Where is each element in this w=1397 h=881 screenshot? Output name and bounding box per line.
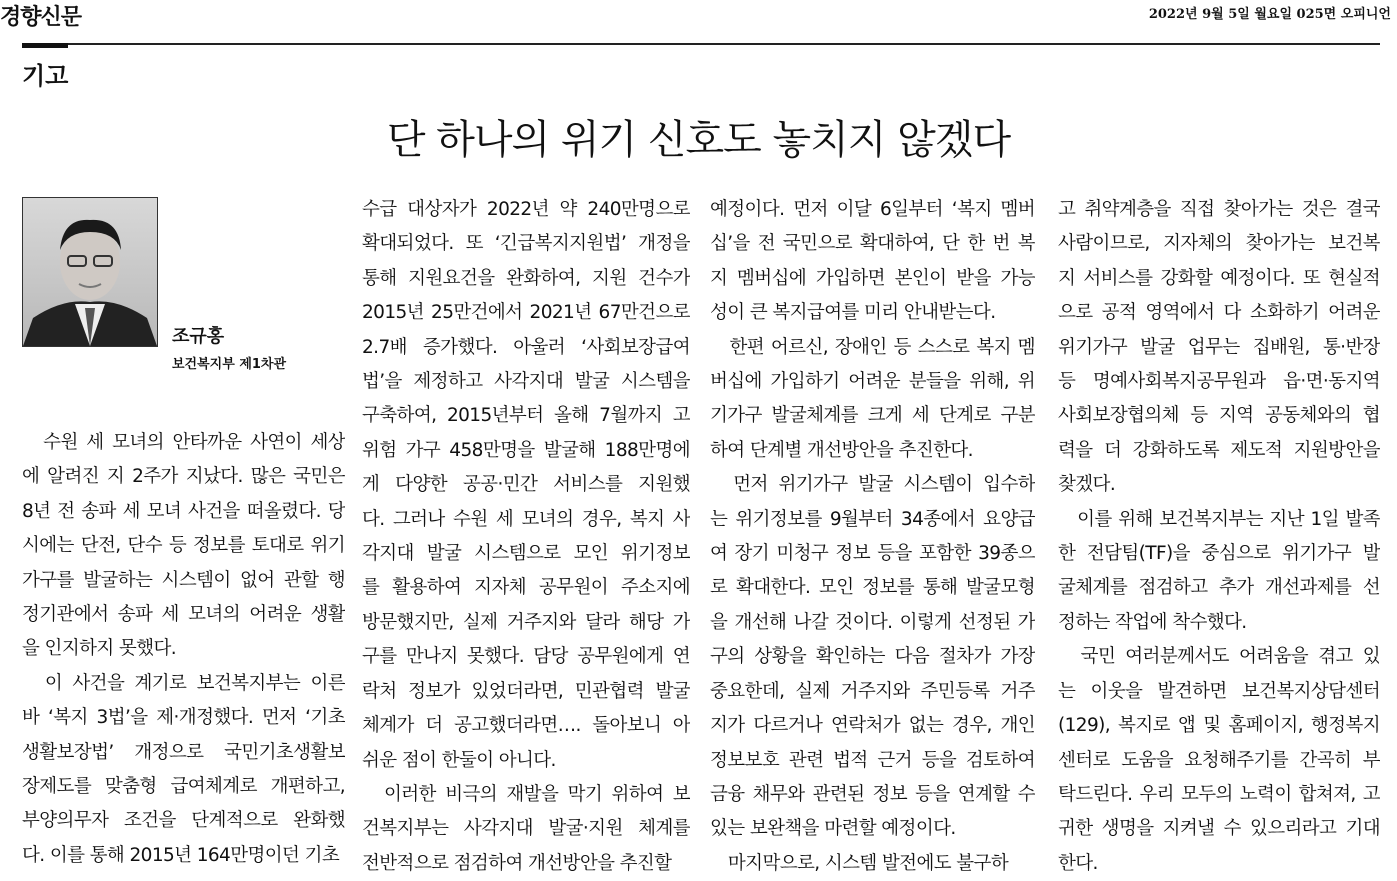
article-line: 통해 지원요건을 완화하여, 지원 건수가 [362, 267, 690, 289]
article-line: 시에는 단전, 단수 등 정보를 토대로 위기 [22, 535, 345, 557]
article-line: 체계가 더 공고했더라면…. 돌아보니 아 [362, 715, 690, 737]
article-line: 하여 단계별 개선방안을 추진한다. [710, 439, 973, 461]
article-line: 정기관에서 송파 세 모녀의 어려운 생활 [22, 604, 345, 626]
article-line: 굴체계를 점검하고 추가 개선과제를 선 [1058, 577, 1380, 599]
article-line: 는 위기정보를 9월부터 34종에서 요양급 [710, 508, 1035, 530]
article-line: 법’을 제정하고 사각지대 발굴 시스템을 [362, 371, 690, 393]
article-line: 수원 세 모녀의 안타까운 사연이 세상 [22, 432, 345, 453]
article-line: 장제도를 맞춤형 급여체계로 개편하고, [22, 776, 345, 798]
article-line: 버십에 가입하기 어려운 분들을 위해, 위 [710, 371, 1035, 393]
article-line: 금융 채무와 관련된 정보 등을 연계할 수 [710, 783, 1035, 805]
article-line: 로 확대한다. 모인 정보를 통해 발굴모형 [710, 577, 1035, 599]
article-line: 게 다양한 공공·민간 서비스를 지원했 [362, 474, 690, 496]
author-title: 보건복지부 제1차관 [172, 357, 287, 372]
article-column-1 [22, 426, 345, 873]
article-line: 8년 전 송파 세 모녀 사건을 떠올렸다. 당 [22, 500, 345, 522]
article-line: 기가구 발굴체계를 크게 세 단계로 구분 [710, 405, 1035, 427]
article-line: 바 ‘복지 3법’을 제·개정했다. 먼저 ‘기초 [22, 707, 345, 729]
article-line: 중요한데, 실제 거주지와 주민등록 거주 [710, 680, 1035, 702]
article-line: 정보보호 관련 법적 근거 등을 검토하여 [710, 749, 1035, 771]
article-line: 전반적으로 점검하여 개선방안을 추진할 [362, 852, 672, 874]
article-line: 지 멤버십에 가입하면 본인이 받을 가능 [710, 267, 1035, 289]
article-line: 는 이웃을 발견하면 보건복지상담센터 [1058, 680, 1380, 702]
article-line: 생활보장법’ 개정으로 국민기초생활보 [22, 741, 345, 763]
article-line: 한편 어르신, 장애인 등 스스로 복지 멤 [710, 336, 1035, 358]
section-rule-marker [22, 43, 68, 48]
article-line: 사람이므로, 지자체의 찾아가는 보건복 [1058, 233, 1380, 255]
article-line: 위기가구 발굴 업무는 집배원, 통·반장 [1058, 336, 1380, 358]
article-line: 를 활용하여 지자체 공무원이 주소지에 [362, 577, 690, 599]
article-line: 지가 다르거나 연락처가 없는 경우, 개인 [710, 715, 1035, 737]
article-line: 이를 위해 보건복지부는 지난 1일 발족 [1058, 508, 1380, 530]
article-line: 이러한 비극의 재발을 막기 위하여 보 [362, 783, 690, 805]
article-line: 센터로 도움을 요청해주기를 간곡히 부 [1058, 749, 1380, 771]
article-line: 탁드린다. 우리 모두의 노력이 합쳐져, 고 [1058, 783, 1380, 805]
article-line: 성이 큰 복지급여를 미리 안내받는다. [710, 302, 996, 324]
author-name: 조규홍 [172, 326, 225, 347]
article-line: 예정이다. 먼저 이달 6일부터 ‘복지 멤버 [710, 199, 1035, 220]
article-column-4 [1058, 193, 1380, 881]
article-line: 으로 공적 영역에서 다 소화하기 어려운 [1058, 302, 1380, 324]
article-line: 한 전담팀(TF)을 중심으로 위기가구 발 [1058, 543, 1380, 565]
author-photo [22, 197, 158, 347]
article-line: 있는 보완책을 마련할 예정이다. [710, 818, 956, 840]
article-line: 방문했지만, 실제 거주지와 달라 해당 가 [362, 611, 690, 633]
article-line: 을 인지하지 못했다. [22, 638, 177, 660]
article-line: 국민 여러분께서도 어려움을 겪고 있 [1058, 646, 1380, 668]
article-line: 락처 정보가 있었더라면, 민관협력 발굴 [362, 680, 690, 702]
article-line: 찾겠다. [1058, 474, 1116, 496]
article-line: (129), 복지로 앱 및 홈페이지, 행정복지 [1058, 715, 1380, 737]
article-line: 고 취약계층을 직접 찾아가는 것은 결국 [1058, 199, 1380, 220]
article-line: 2015년 25만건에서 2021년 67만건으로 [362, 302, 690, 324]
article-line: 다. 그러나 수원 세 모녀의 경우, 복지 사 [362, 508, 690, 530]
article-line: 부양의무자 조건을 단계적으로 완화했 [22, 810, 345, 832]
article-line: 수급 대상자가 2022년 약 240만명으로 [362, 199, 690, 220]
article-line: 귀한 생명을 지켜낼 수 있으리라고 기대 [1058, 818, 1380, 840]
article-line: 먼저 위기가구 발굴 시스템이 입수하 [710, 474, 1035, 496]
article-line: 여 장기 미청구 정보 등을 포함한 39종으 [710, 543, 1035, 565]
portrait-icon [23, 198, 157, 346]
article-line: 쉬운 점이 한둘이 아니다. [362, 749, 556, 771]
article-line: 에 알려진 지 2주가 지났다. 많은 국민은 [22, 466, 345, 488]
article-line: 건복지부는 사각지대 발굴·지원 체계를 [362, 818, 690, 840]
article-line: 가구를 발굴하는 시스템이 없어 관할 행 [22, 569, 345, 591]
article-column-3 [710, 193, 1035, 881]
article-line: 등 명예사회복지공무원과 읍·면·동지역 [1058, 371, 1380, 393]
article-line: 각지대 발굴 시스템으로 모인 위기정보 [362, 543, 690, 565]
newspaper-name: 경향신문 [0, 5, 82, 30]
article-column-2 [362, 193, 690, 881]
headline: 단 하나의 위기 신호도 놓치지 않겠다 [386, 117, 1011, 163]
article-line: 정하는 작업에 착수했다. [1058, 611, 1247, 633]
dateline: 2022년 9월 5일 월요일 025면 오피니언 [1148, 7, 1391, 22]
article-line: 을 개선해 나갈 것이다. 이렇게 선정된 가 [710, 611, 1035, 633]
section-label: 기고 [22, 62, 69, 90]
article-line: 구축하여, 2015년부터 올해 7월까지 고 [362, 405, 690, 427]
article-line: 구의 상황을 확인하는 다음 절차가 가장 [710, 646, 1035, 668]
article-line: 십’을 전 국민으로 확대하여, 단 한 번 복 [710, 233, 1035, 255]
article-line: 확대되었다. 또 ‘긴급복지지원법’ 개정을 [362, 233, 690, 255]
article-line: 마지막으로, 시스템 발전에도 불구하 [710, 852, 1009, 874]
article-line: 다. 이를 통해 2015년 164만명이던 기초 [22, 844, 340, 866]
article-line: 사회보장협의체 등 지역 공동체와의 협 [1058, 405, 1380, 427]
article-line: 력을 더 강화하도록 제도적 지원방안을 [1058, 439, 1380, 461]
article-line: 2.7배 증가했다. 아울러 ‘사회보장급여 [362, 336, 690, 358]
article-line: 지 서비스를 강화할 예정이다. 또 현실적 [1058, 267, 1380, 289]
article-line: 위험 가구 458만명을 발굴해 188만명에 [362, 439, 690, 461]
section-rule [22, 43, 1380, 45]
article-line: 한다. [1058, 852, 1098, 874]
article-line: 이 사건을 계기로 보건복지부는 이른 [22, 672, 345, 694]
article-line: 구를 만나지 못했다. 담당 공무원에게 연 [362, 646, 690, 668]
